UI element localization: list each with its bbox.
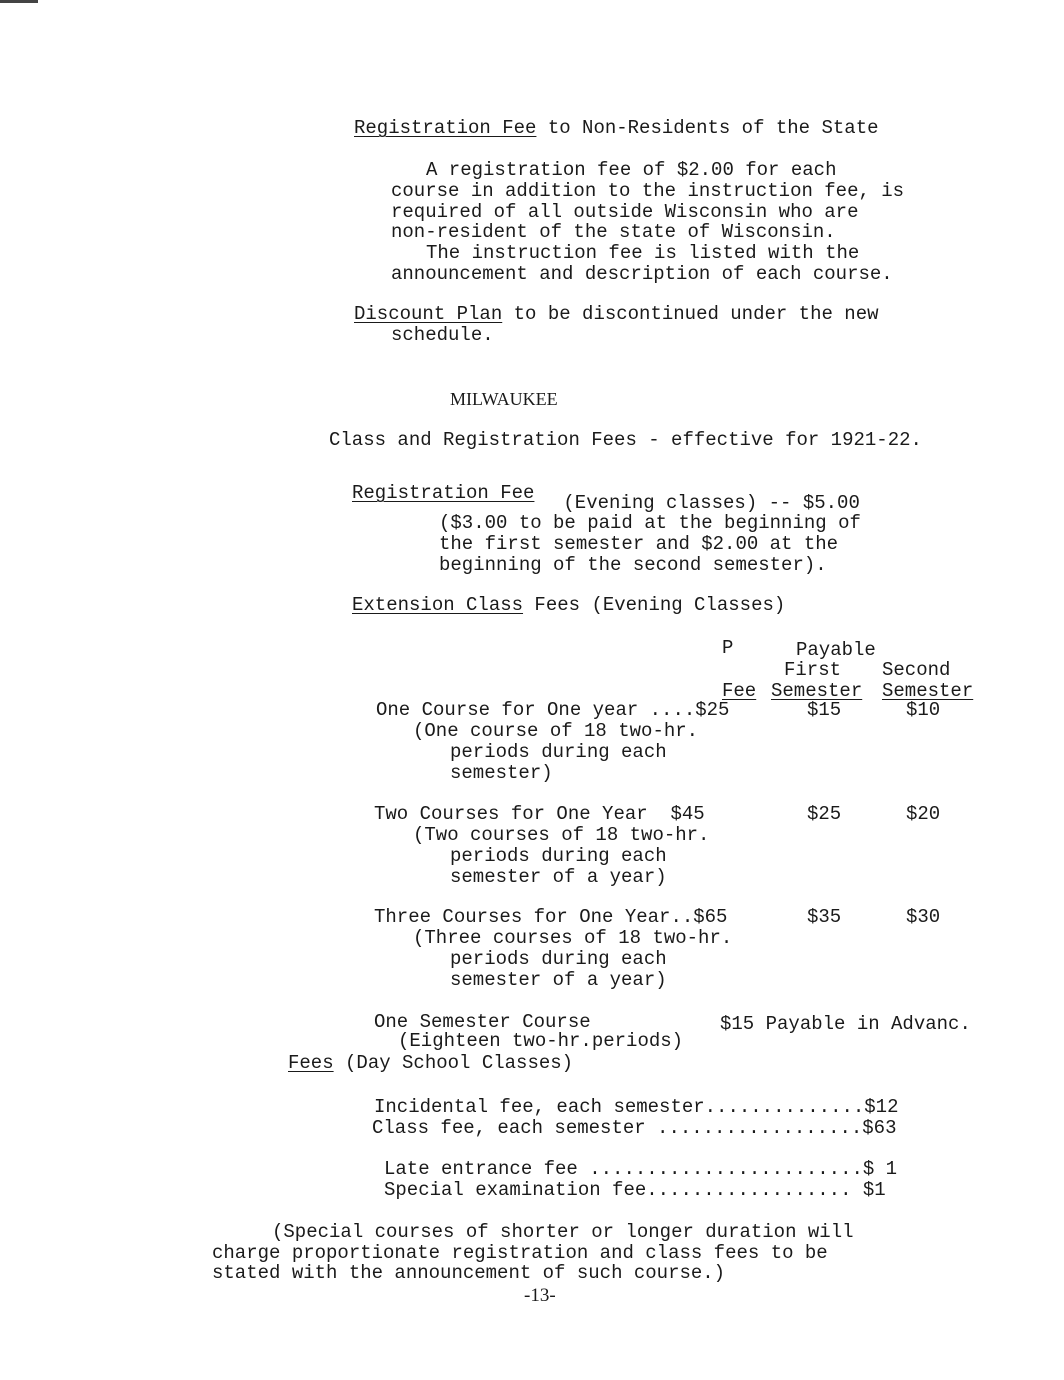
evening-reg-heading: Registration Fee <box>352 482 535 504</box>
discount-heading-line <box>354 304 879 325</box>
scan-corner-mark <box>0 0 38 3</box>
evening-reg-line: beginning of the second semester). <box>439 554 827 576</box>
day-fee-line: Class fee, each semester ..................$63 <box>372 1117 897 1139</box>
evening-reg-heading-line <box>352 483 534 504</box>
fee-row-detail: semester) <box>450 762 553 784</box>
fee-row-title: One Course for One year ....$25 <box>376 699 730 721</box>
fee-row-detail: (Three courses of 18 two-hr. <box>413 927 733 949</box>
evening-reg-line: ($3.00 to be paid at the beginning of <box>439 512 861 534</box>
day-fee-line: Special examination fee.................. $1 <box>384 1179 886 1201</box>
semester-course-title: One Semester Course <box>374 1011 591 1033</box>
nonres-heading-line <box>354 118 879 139</box>
nonres-line: required of all outside Wisconsin who are <box>391 201 859 223</box>
col-header-p: P <box>722 637 734 659</box>
nonres-line: The instruction fee is listed with the <box>426 242 860 264</box>
fee-row-detail: (Two courses of 18 two-hr. <box>413 824 710 846</box>
evening-reg-rest: (Evening classes) -- $5.00 <box>552 492 860 514</box>
page-number: -13- <box>524 1285 556 1306</box>
fee-row-second: $30 <box>906 906 941 928</box>
col-header-fee: Fee <box>722 680 757 702</box>
col-header-payable: Payable <box>796 639 876 661</box>
footnote-line: (Special courses of shorter or longer duration will <box>272 1221 854 1243</box>
day-fees-heading-line <box>288 1053 573 1074</box>
extension-rest: Fees (Evening Classes) <box>523 594 786 616</box>
extension-heading-line <box>352 595 785 616</box>
footnote-line: charge proportionate registration and class fees to be <box>212 1242 828 1264</box>
fee-row-title: Two Courses for One Year $45 <box>374 803 705 825</box>
milwaukee-title: MILWAUKEE <box>450 389 558 409</box>
footnote-line: stated with the announcement of such course.) <box>212 1262 726 1284</box>
fee-row-detail: periods during each <box>450 948 667 970</box>
fee-row-first: $35 <box>807 906 842 928</box>
col-header-first: First <box>784 659 842 681</box>
day-fee-line: Incidental fee, each semester..............$12 <box>374 1096 899 1118</box>
extension-heading: Extension Class <box>352 594 524 616</box>
day-fee-line: Late entrance fee ........................$ 1 <box>384 1158 898 1180</box>
fee-row-title: Three Courses for One Year..$65 <box>374 906 728 928</box>
nonres-line: course in addition to the instruction fee, is <box>391 180 905 202</box>
col-header-semester-second: Semester <box>882 680 974 702</box>
fee-row-first: $25 <box>807 803 842 825</box>
nonres-heading-rest: to Non-Residents of the State <box>536 117 879 139</box>
col-header-second: Second <box>882 659 951 681</box>
fee-row-detail: semester of a year) <box>450 969 667 991</box>
milwaukee-subtitle: Class and Registration Fees - effective for 1921-22. <box>329 429 922 451</box>
nonres-line: non-resident of the state of Wisconsin. <box>391 221 836 243</box>
col-header-semester-first: Semester <box>771 680 863 702</box>
discount-heading: Discount Plan <box>354 303 503 325</box>
fee-row-detail: periods during each <box>450 741 667 763</box>
nonres-line: A registration fee of $2.00 for each <box>426 159 837 181</box>
evening-reg-line: the first semester and $2.00 at the <box>439 533 839 555</box>
nonres-heading: Registration Fee <box>354 117 537 139</box>
fee-row-second: $20 <box>906 803 941 825</box>
day-fees-heading: Fees <box>288 1052 334 1074</box>
semester-course-fee: $15 Payable in Advanc. <box>720 1013 971 1035</box>
nonres-line: announcement and description of each course. <box>391 263 893 285</box>
fee-row-detail: periods during each <box>450 845 667 867</box>
fee-row-second: $10 <box>906 699 941 721</box>
semester-course-detail: (Eighteen two-hr.periods) <box>398 1030 684 1052</box>
discount-line2: schedule. <box>391 324 494 346</box>
fee-row-detail: (One course of 18 two-hr. <box>413 720 699 742</box>
day-fees-rest: (Day School Classes) <box>333 1052 574 1074</box>
fee-row-first: $15 <box>807 699 842 721</box>
discount-rest: to be discontinued under the new <box>502 303 879 325</box>
fee-row-detail: semester of a year) <box>450 866 667 888</box>
